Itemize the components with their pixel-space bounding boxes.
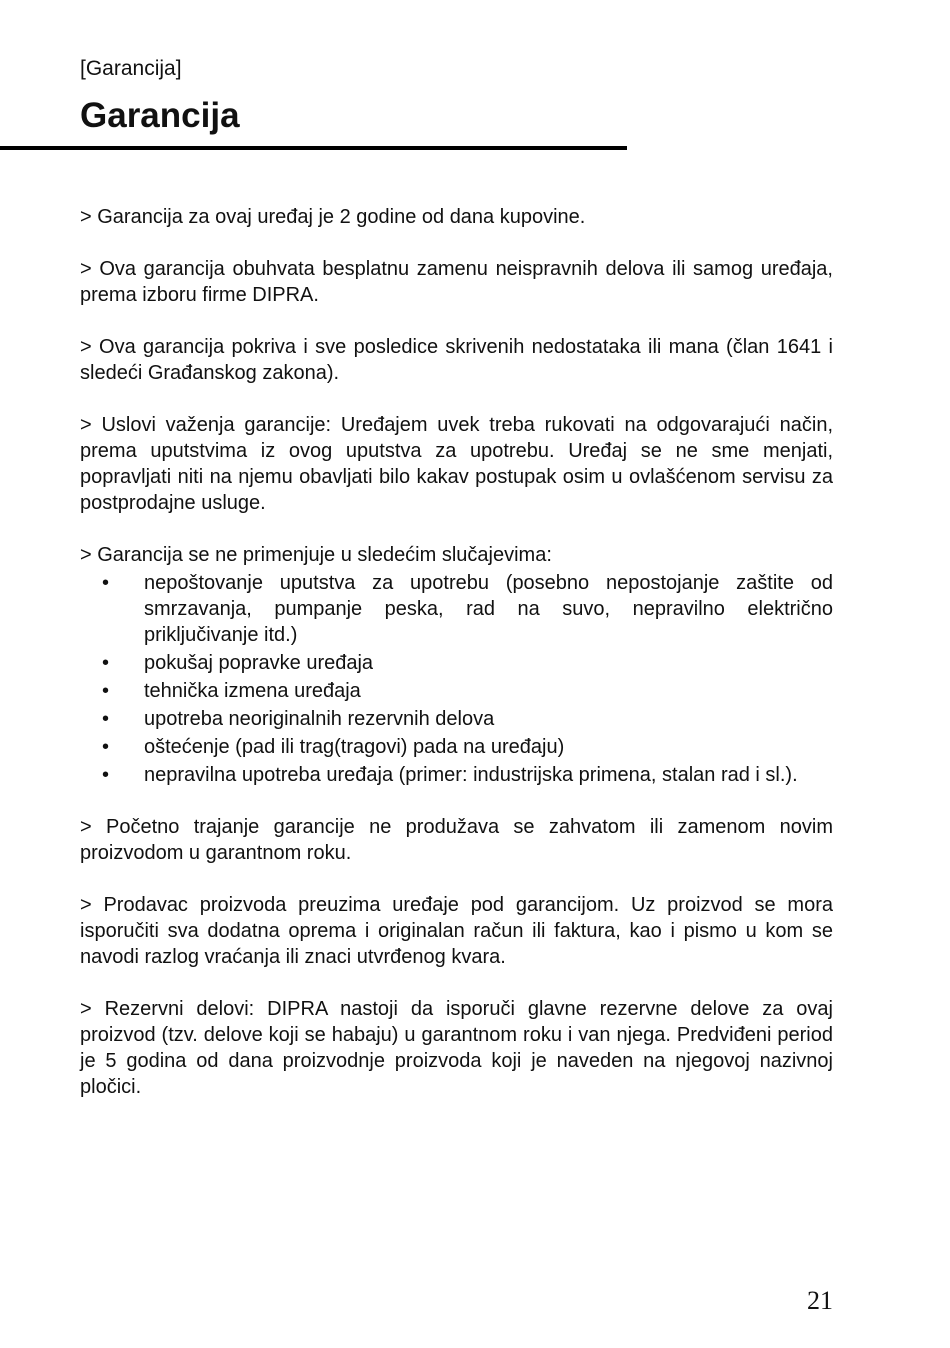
title-underline <box>0 146 627 150</box>
list-item-text: upotreba neoriginalnih rezervnih delova <box>144 708 495 730</box>
warranty-duration-paragraph: > Početno trajanje garancije ne produžava se zahvatom ili zamenom novim proizvodom u garantnom roku. <box>80 816 833 864</box>
list-item <box>80 570 833 648</box>
bullet-icon: • <box>102 572 110 594</box>
list-item-text: pokušaj popravke uređaja <box>144 652 374 674</box>
section-tag: [Garancija] <box>80 57 182 80</box>
list-item <box>80 734 833 760</box>
seller-returns-paragraph: > Prodavac proizvoda preuzima uređaje pod garancijom. Uz proizvod se mora isporučiti sva dodatna oprema i originalan račun ili faktura, kao i pismo u kom se navodi razlog vraćanja ili znaci utvrđenog kvara. <box>80 894 833 968</box>
list-item-text: tehnička izmena uređaja <box>144 680 361 702</box>
exclusions-intro-paragraph: > Garancija se ne primenjuje u sledećim slučajevima: <box>80 544 552 566</box>
warranty-period-paragraph: > Garancija za ovaj uređaj je 2 godine od dana kupovine. <box>80 206 586 228</box>
exclusions-list <box>80 570 833 788</box>
warranty-content <box>80 204 833 1126</box>
validity-conditions-paragraph: > Uslovi važenja garancije: Uređajem uvek treba rukovati na odgovarajući način, prema uputstvima iz ovog uputstva za upotrebu. Uređaj se ne sme menjati, popravljati niti na njemu obavljati bilo kakav postupak osim u ovlašćenom servisu za postprodajne usluge. <box>80 414 833 514</box>
hidden-defects-paragraph: > Ova garancija pokriva i sve posledice skrivenih nedostataka ili mana (član 1641 i sledeći Građanskog zakona). <box>80 336 833 384</box>
list-item <box>80 650 833 676</box>
list-item-text: nepravilna upotreba uređaja (primer: industrijska primena, stalan rad i sl.). <box>144 764 798 786</box>
page-number: 21 <box>807 1286 833 1315</box>
page-title: Garancija <box>80 96 240 135</box>
warranty-coverage-paragraph: > Ova garancija obuhvata besplatnu zamenu neispravnih delova ili samog uređaja, prema izboru firme DIPRA. <box>80 258 833 306</box>
bullet-icon: • <box>102 708 110 730</box>
list-item <box>80 762 833 788</box>
list-item <box>80 706 833 732</box>
bullet-icon: • <box>102 652 110 674</box>
list-item-text: nepoštovanje uputstva za upotrebu (posebno nepostojanje zaštite od smrzavanja, pumpanje peska, rad na suvo, nepravilno električno priključivanje itd.) <box>144 572 833 646</box>
spare-parts-paragraph: > Rezervni delovi: DIPRA nastoji da isporuči glavne rezervne delove za ovaj proizvod (tzv. delove koji se habaju) u garantnom roku i van njega. Predviđeni period je 5 godina od dana proizvodnje proizvoda koji je naveden na njegovoj nazivnoj pločici. <box>80 998 833 1098</box>
list-item-text: oštećenje (pad ili trag(tragovi) pada na uređaju) <box>144 736 565 758</box>
bullet-icon: • <box>102 680 110 702</box>
bullet-icon: • <box>102 764 110 786</box>
list-item <box>80 678 833 704</box>
bullet-icon: • <box>102 736 110 758</box>
